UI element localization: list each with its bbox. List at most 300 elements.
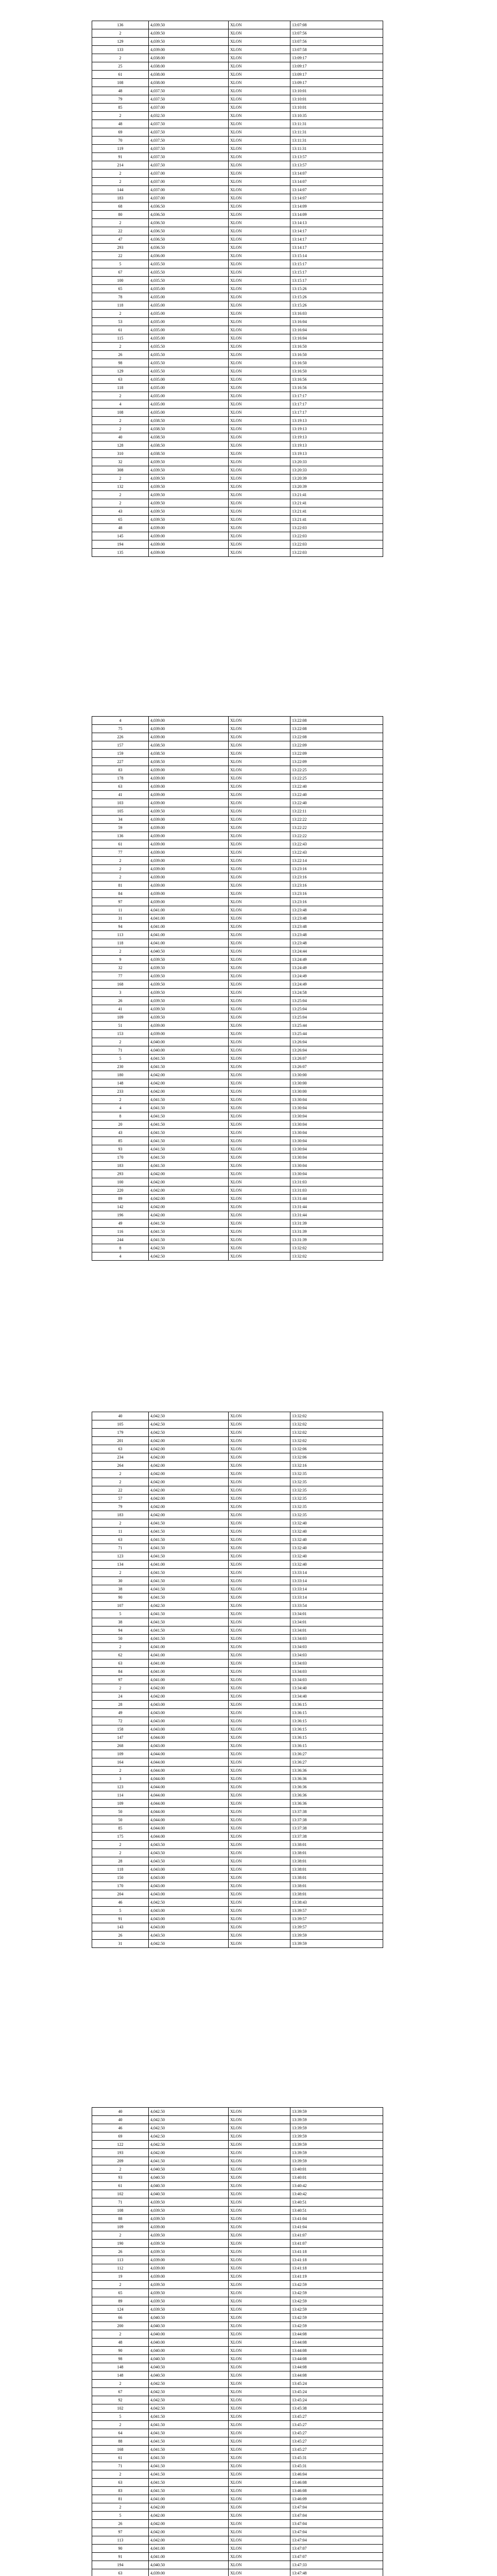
time-cell: 13:34:03	[290, 1635, 383, 1643]
table-row	[92, 2371, 383, 2380]
time-cell: 13:47:04	[290, 2536, 383, 2545]
venue-cell: XLON	[229, 1528, 290, 1536]
quantity-cell: 63	[92, 2479, 149, 2487]
table-row	[92, 2503, 383, 2512]
time-cell: 13:22:40	[290, 783, 383, 791]
table-row	[92, 766, 383, 774]
quantity-cell: 26	[92, 1931, 149, 1940]
quantity-cell: 85	[92, 1824, 149, 1833]
venue-cell: XLON	[229, 1651, 290, 1659]
quantity-cell: 22	[92, 227, 149, 235]
table-row	[92, 1709, 383, 1717]
price-cell: 4,039.50	[149, 507, 229, 516]
price-cell: 4,041.50	[149, 2470, 229, 2479]
time-cell: 13:40:42	[290, 2190, 383, 2198]
time-cell: 13:32:40	[290, 1561, 383, 1569]
table-row	[92, 2149, 383, 2157]
time-cell: 13:22:03	[290, 540, 383, 549]
venue-cell: XLON	[229, 840, 290, 849]
price-cell: 4,039.00	[149, 873, 229, 882]
table-row	[92, 458, 383, 466]
table-row	[92, 1429, 383, 1437]
price-cell: 4,039.00	[149, 1022, 229, 1030]
time-cell: 13:10:01	[290, 95, 383, 104]
time-cell: 13:14:17	[290, 227, 383, 235]
price-cell: 4,039.00	[149, 2256, 229, 2264]
quantity-cell: 2	[92, 474, 149, 483]
quantity-cell: 2	[92, 2165, 149, 2174]
price-cell: 4,041.00	[149, 2553, 229, 2561]
table-row	[92, 1742, 383, 1750]
price-cell: 4,041.50	[149, 1610, 229, 1618]
price-cell: 4,042.50	[149, 2108, 229, 2116]
venue-cell: XLON	[229, 1437, 290, 1445]
price-cell: 4,040.50	[149, 2363, 229, 2371]
table-row	[92, 1030, 383, 1038]
time-cell: 13:33:14	[290, 1577, 383, 1585]
venue-cell: XLON	[229, 235, 290, 244]
quantity-cell: 77	[92, 972, 149, 980]
quantity-cell: 31	[92, 914, 149, 923]
quantity-cell: 136	[92, 832, 149, 840]
price-cell: 4,042.50	[149, 2124, 229, 2132]
quantity-cell: 214	[92, 161, 149, 170]
price-cell: 4,041.50	[149, 2413, 229, 2421]
time-cell: 13:41:07	[290, 2240, 383, 2248]
venue-cell: XLON	[229, 507, 290, 516]
table-row	[92, 2380, 383, 2388]
price-cell: 4,044.00	[149, 1824, 229, 1833]
price-cell: 4,041.50	[149, 1618, 229, 1626]
time-cell: 13:30:04	[290, 1096, 383, 1104]
table-row	[92, 178, 383, 186]
quantity-cell: 123	[92, 1783, 149, 1791]
time-cell: 13:21:41	[290, 516, 383, 524]
price-cell: 4,039.50	[149, 458, 229, 466]
price-cell: 4,044.00	[149, 1758, 229, 1767]
time-cell: 13:44:08	[290, 2363, 383, 2371]
quantity-cell: 77	[92, 849, 149, 857]
table-row	[92, 326, 383, 334]
table-row	[92, 914, 383, 923]
venue-cell: XLON	[229, 1252, 290, 1261]
quantity-cell: 102	[92, 2404, 149, 2413]
quantity-cell: 32	[92, 458, 149, 466]
venue-cell: XLON	[229, 1046, 290, 1055]
time-cell: 13:32:40	[290, 1528, 383, 1536]
price-cell: 4,041.50	[149, 1635, 229, 1643]
table-row	[92, 741, 383, 750]
venue-cell: XLON	[229, 2388, 290, 2396]
price-cell: 4,042.00	[149, 1486, 229, 1495]
price-cell: 4,042.00	[149, 1445, 229, 1453]
price-cell: 4,042.50	[149, 2132, 229, 2141]
venue-cell: XLON	[229, 2553, 290, 2561]
quantity-cell: 2	[92, 1096, 149, 1104]
venue-cell: XLON	[229, 947, 290, 956]
price-cell: 4,042.00	[149, 1684, 229, 1692]
time-cell: 13:26:07	[290, 1063, 383, 1071]
time-cell: 13:31:44	[290, 1195, 383, 1203]
time-cell: 13:22:22	[290, 832, 383, 840]
price-cell: 4,039.50	[149, 2306, 229, 2314]
time-cell: 13:40:42	[290, 2182, 383, 2190]
venue-cell: XLON	[229, 21, 290, 29]
quantity-cell: 22	[92, 252, 149, 260]
quantity-cell: 91	[92, 153, 149, 161]
venue-cell: XLON	[229, 1219, 290, 1228]
quantity-cell: 50	[92, 1635, 149, 1643]
price-cell: 4,041.00	[149, 1643, 229, 1651]
price-cell: 4,039.50	[149, 499, 229, 507]
venue-cell: XLON	[229, 2281, 290, 2289]
quantity-cell: 105	[92, 1420, 149, 1429]
quantity-cell: 49	[92, 1709, 149, 1717]
quantity-cell: 46	[92, 1899, 149, 1907]
price-cell: 4,039.50	[149, 483, 229, 491]
price-cell: 4,042.00	[149, 2536, 229, 2545]
price-cell: 4,035.00	[149, 326, 229, 334]
time-cell: 13:24:49	[290, 964, 383, 972]
venue-cell: XLON	[229, 890, 290, 898]
time-cell: 13:13:57	[290, 161, 383, 170]
time-cell: 13:31:39	[290, 1236, 383, 1244]
time-cell: 13:38:01	[290, 1857, 383, 1866]
quantity-cell: 133	[92, 46, 149, 54]
venue-cell: XLON	[229, 1552, 290, 1561]
price-cell: 4,042.50	[149, 2141, 229, 2149]
time-cell: 13:14:17	[290, 244, 383, 252]
price-cell: 4,037.50	[149, 161, 229, 170]
quantity-cell: 4	[92, 1104, 149, 1112]
table-row	[92, 343, 383, 351]
venue-cell: XLON	[229, 1104, 290, 1112]
venue-cell: XLON	[229, 1849, 290, 1857]
venue-cell: XLON	[229, 491, 290, 499]
table-row	[92, 2124, 383, 2132]
time-cell: 13:32:16	[290, 1462, 383, 1470]
quantity-cell: 30	[92, 1577, 149, 1585]
table-row	[92, 906, 383, 914]
price-cell: 4,042.00	[149, 1203, 229, 1211]
venue-cell: XLON	[229, 137, 290, 145]
time-cell: 13:23:16	[290, 873, 383, 882]
time-cell: 13:41:04	[290, 2223, 383, 2231]
quantity-cell: 89	[92, 1195, 149, 1203]
time-cell: 13:25:04	[290, 1005, 383, 1013]
price-cell: 4,039.00	[149, 832, 229, 840]
time-cell: 13:39:57	[290, 1923, 383, 1931]
quantity-cell: 2	[92, 343, 149, 351]
venue-cell: XLON	[229, 2338, 290, 2347]
table-row	[92, 87, 383, 95]
price-cell: 4,043.00	[149, 1907, 229, 1915]
quantity-cell: 80	[92, 211, 149, 219]
table-row	[92, 1552, 383, 1561]
quantity-cell: 168	[92, 2446, 149, 2454]
table-row	[92, 1569, 383, 1577]
price-cell: 4,042.50	[149, 2116, 229, 2124]
price-cell: 4,039.00	[149, 532, 229, 540]
table-row	[92, 2141, 383, 2149]
time-cell: 13:30:04	[290, 1121, 383, 1129]
time-cell: 13:46:08	[290, 2487, 383, 2495]
time-cell: 13:20:39	[290, 474, 383, 483]
table-row	[92, 1791, 383, 1800]
quantity-cell: 153	[92, 1030, 149, 1038]
table-row	[92, 1750, 383, 1758]
time-cell: 13:45:24	[290, 2380, 383, 2388]
price-cell: 4,043.50	[149, 1849, 229, 1857]
quantity-cell: 85	[92, 104, 149, 112]
table-row	[92, 1940, 383, 1948]
table-row	[92, 997, 383, 1005]
time-cell: 13:32:02	[290, 1252, 383, 1261]
time-cell: 13:30:00	[290, 1088, 383, 1096]
time-cell: 13:32:02	[290, 1429, 383, 1437]
price-cell: 4,040.50	[149, 2314, 229, 2322]
venue-cell: XLON	[229, 1145, 290, 1154]
quantity-cell: 2	[92, 112, 149, 120]
table-row	[92, 376, 383, 384]
venue-cell: XLON	[229, 1709, 290, 1717]
time-cell: 13:14:13	[290, 219, 383, 227]
time-cell: 13:09:17	[290, 62, 383, 71]
quantity-cell: 145	[92, 532, 149, 540]
quantity-cell: 19	[92, 2273, 149, 2281]
table-row	[92, 1228, 383, 1236]
venue-cell: XLON	[229, 1178, 290, 1187]
quantity-cell: 94	[92, 923, 149, 931]
quantity-cell: 81	[92, 2495, 149, 2503]
price-cell: 4,041.50	[149, 1104, 229, 1112]
venue-cell: XLON	[229, 832, 290, 840]
quantity-cell: 28	[92, 1857, 149, 1866]
quantity-cell: 2	[92, 2380, 149, 2388]
venue-cell: XLON	[229, 1890, 290, 1899]
venue-cell: XLON	[229, 343, 290, 351]
venue-cell: XLON	[229, 1594, 290, 1602]
quantity-cell: 98	[92, 2355, 149, 2363]
venue-cell: XLON	[229, 95, 290, 104]
venue-cell: XLON	[229, 170, 290, 178]
time-cell: 13:14:07	[290, 194, 383, 202]
price-cell: 4,039.50	[149, 2289, 229, 2297]
venue-cell: XLON	[229, 318, 290, 326]
price-cell: 4,041.50	[149, 1585, 229, 1594]
venue-cell: XLON	[229, 964, 290, 972]
table-row	[92, 1453, 383, 1462]
time-cell: 13:32:02	[290, 1420, 383, 1429]
price-cell: 4,044.00	[149, 1734, 229, 1742]
quantity-cell: 8	[92, 1112, 149, 1121]
price-cell: 4,039.00	[149, 898, 229, 906]
table-row	[92, 409, 383, 417]
table-row	[92, 1162, 383, 1170]
venue-cell: XLON	[229, 1635, 290, 1643]
table-row	[92, 2553, 383, 2561]
time-cell: 13:32:40	[290, 1544, 383, 1552]
transactions-table	[92, 716, 383, 1261]
quantity-cell: 5	[92, 1907, 149, 1915]
time-cell: 13:37:38	[290, 1833, 383, 1841]
venue-cell: XLON	[229, 219, 290, 227]
price-cell: 4,035.50	[149, 343, 229, 351]
table-row	[92, 532, 383, 540]
price-cell: 4,042.00	[149, 1692, 229, 1701]
quantity-cell: 190	[92, 2240, 149, 2248]
quantity-cell: 4	[92, 400, 149, 409]
time-cell: 13:23:16	[290, 865, 383, 873]
quantity-cell: 2	[92, 178, 149, 186]
price-cell: 4,039.00	[149, 733, 229, 741]
quantity-cell: 31	[92, 1940, 149, 1948]
venue-cell: XLON	[229, 2314, 290, 2322]
venue-cell: XLON	[229, 2421, 290, 2429]
price-cell: 4,044.00	[149, 1775, 229, 1783]
time-cell: 13:47:48	[290, 2569, 383, 2576]
quantity-cell: 61	[92, 71, 149, 79]
table-row	[92, 1437, 383, 1445]
time-cell: 13:26:07	[290, 1055, 383, 1063]
price-cell: 4,039.50	[149, 516, 229, 524]
venue-cell: XLON	[229, 1899, 290, 1907]
transactions-table	[92, 1412, 383, 1948]
table-row	[92, 1038, 383, 1046]
time-cell: 13:19:13	[290, 417, 383, 425]
table-row	[92, 1096, 383, 1104]
venue-cell: XLON	[229, 972, 290, 980]
quantity-cell: 310	[92, 450, 149, 458]
table-row	[92, 2512, 383, 2520]
price-cell: 4,042.50	[149, 2404, 229, 2413]
time-cell: 13:38:01	[290, 1866, 383, 1874]
time-cell: 13:19:13	[290, 450, 383, 458]
time-cell: 13:31:39	[290, 1228, 383, 1236]
price-cell: 4,038.50	[149, 750, 229, 758]
quantity-cell: 48	[92, 2338, 149, 2347]
table-row	[92, 145, 383, 153]
quantity-cell: 3	[92, 989, 149, 997]
time-cell: 13:17:17	[290, 400, 383, 409]
price-cell: 4,037.50	[149, 120, 229, 128]
quantity-cell: 115	[92, 334, 149, 343]
price-cell: 4,040.00	[149, 2338, 229, 2347]
quantity-cell: 201	[92, 1437, 149, 1445]
venue-cell: XLON	[229, 227, 290, 235]
table-row	[92, 268, 383, 277]
quantity-cell: 109	[92, 1013, 149, 1022]
quantity-cell: 103	[92, 799, 149, 807]
venue-cell: XLON	[229, 1228, 290, 1236]
venue-cell: XLON	[229, 1907, 290, 1915]
venue-cell: XLON	[229, 186, 290, 194]
time-cell: 13:36:15	[290, 1717, 383, 1725]
quantity-cell: 79	[92, 1503, 149, 1511]
table-row	[92, 1758, 383, 1767]
time-cell: 13:15:26	[290, 293, 383, 301]
venue-cell: XLON	[229, 816, 290, 824]
table-row	[92, 1849, 383, 1857]
time-cell: 13:41:18	[290, 2248, 383, 2256]
quantity-cell: 90	[92, 1594, 149, 1602]
table-row	[92, 79, 383, 87]
table-row	[92, 2429, 383, 2437]
price-cell: 4,041.00	[149, 923, 229, 931]
table-row	[92, 1651, 383, 1659]
table-row	[92, 1734, 383, 1742]
quantity-cell: 79	[92, 95, 149, 104]
time-cell: 13:45:27	[290, 2437, 383, 2446]
quantity-cell: 2	[92, 29, 149, 38]
venue-cell: XLON	[229, 1808, 290, 1816]
venue-cell: XLON	[229, 1495, 290, 1503]
venue-cell: XLON	[229, 400, 290, 409]
time-cell: 13:11:31	[290, 120, 383, 128]
time-cell: 13:24:49	[290, 972, 383, 980]
time-cell: 13:22:08	[290, 717, 383, 725]
time-cell: 13:15:26	[290, 301, 383, 310]
time-cell: 13:30:04	[290, 1170, 383, 1178]
quantity-cell: 2	[92, 947, 149, 956]
venue-cell: XLON	[229, 2116, 290, 2124]
venue-cell: XLON	[229, 1758, 290, 1767]
venue-cell: XLON	[229, 1137, 290, 1145]
price-cell: 4,039.00	[149, 890, 229, 898]
time-cell: 13:39:59	[290, 2108, 383, 2116]
price-cell: 4,037.50	[149, 153, 229, 161]
venue-cell: XLON	[229, 1931, 290, 1940]
price-cell: 4,042.00	[149, 1071, 229, 1079]
time-cell: 13:32:06	[290, 1445, 383, 1453]
price-cell: 4,041.50	[149, 2437, 229, 2446]
price-cell: 4,041.50	[149, 1519, 229, 1528]
venue-cell: XLON	[229, 1519, 290, 1528]
venue-cell: XLON	[229, 1112, 290, 1121]
price-cell: 4,037.00	[149, 186, 229, 194]
table-row	[92, 137, 383, 145]
quantity-cell: 227	[92, 758, 149, 766]
time-cell: 13:20:39	[290, 483, 383, 491]
venue-cell: XLON	[229, 2182, 290, 2190]
quantity-cell: 63	[92, 1536, 149, 1544]
price-cell: 4,041.50	[149, 1137, 229, 1145]
time-cell: 13:25:04	[290, 997, 383, 1005]
table-row	[92, 1046, 383, 1055]
time-cell: 13:09:17	[290, 79, 383, 87]
quantity-cell: 2	[92, 54, 149, 62]
time-cell: 13:25:44	[290, 1030, 383, 1038]
table-row	[92, 1692, 383, 1701]
quantity-cell: 41	[92, 1005, 149, 1013]
quantity-cell: 4	[92, 717, 149, 725]
price-cell: 4,042.00	[149, 1437, 229, 1445]
price-cell: 4,043.50	[149, 1931, 229, 1940]
quantity-cell: 5	[92, 260, 149, 268]
price-cell: 4,040.50	[149, 2174, 229, 2182]
venue-cell: XLON	[229, 2404, 290, 2413]
price-cell: 4,039.00	[149, 774, 229, 783]
quantity-cell: 148	[92, 2363, 149, 2371]
quantity-cell: 20	[92, 1121, 149, 1129]
time-cell: 13:22:40	[290, 799, 383, 807]
venue-cell: XLON	[229, 104, 290, 112]
table-row	[92, 252, 383, 260]
time-cell: 13:13:57	[290, 153, 383, 161]
time-cell: 13:30:04	[290, 1145, 383, 1154]
table-row	[92, 1626, 383, 1635]
time-cell: 13:32:40	[290, 1519, 383, 1528]
